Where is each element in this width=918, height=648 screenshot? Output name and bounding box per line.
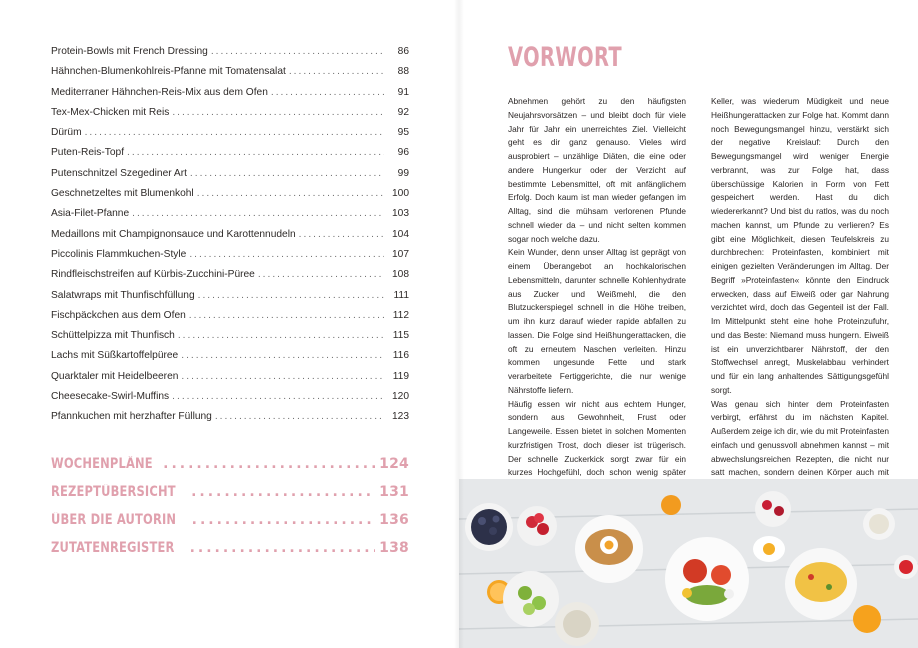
toc-entry[interactable] (51, 66, 409, 86)
toc-entry-page: 115 (392, 330, 409, 342)
leader-dots (190, 168, 384, 179)
toc-entry[interactable] (51, 350, 409, 370)
leader-dots (189, 249, 384, 260)
leader-dots (191, 484, 375, 500)
toc-entry-title: Schüttelpizza mit Thunfisch (51, 330, 175, 342)
toc-entry[interactable] (51, 147, 409, 167)
toc-entry-title: Puten-Reis-Topf (51, 147, 125, 159)
leader-dots (181, 350, 384, 361)
toc-entry[interactable] (51, 188, 409, 208)
toc-entry-page: 100 (392, 188, 409, 200)
leader-dots (198, 290, 384, 301)
toc-entry-title: Lachs mit Süßkartoffelpüree (51, 350, 179, 362)
foreword-paragraph: Kein Wunder, denn unser Alltag ist geprägt von einem Überangebot an hochkalorischen Lebensmitteln, darunter schnelle Kohlenhydrate aus Zucker und Weißmehl, die den Blutzuckerspiegel schnell in die Höhe treiben, um ihn kurz darauf wieder rapide abfallen zu lassen. Die Folge sind Heißhungerattacken, die oft zu erneutem Naschen verleiten. Hinzu kommen ungesunde Fette und stark verarbeitete Fertiggerichte, die nur wenige Nährstoffe liefern. (508, 247, 686, 395)
section-title: REZEPTÜBERSICHT (51, 484, 176, 500)
toc-entry-title: Medaillons mit Champignonsauce und Karottennudeln (51, 228, 296, 240)
section-page: 138 (379, 540, 409, 556)
toc-entry[interactable] (51, 310, 409, 330)
toc-entry[interactable] (51, 87, 409, 107)
toc-entry-page: 107 (392, 248, 409, 260)
toc-entry-title: Cheesecake-Swirl-Muffins (51, 391, 170, 403)
leader-dots (211, 46, 384, 57)
toc-entry-page: 123 (392, 411, 409, 423)
toc-entry[interactable] (51, 208, 409, 228)
toc-entry[interactable] (51, 127, 409, 147)
leader-dots (189, 310, 384, 321)
section-entry[interactable] (51, 484, 409, 512)
toc-entry-title: Protein-Bowls mit French Dressing (51, 46, 208, 57)
toc-entry-title: Tex-Mex-Chicken mit Reis (51, 106, 170, 118)
table-of-contents (51, 46, 409, 432)
toc-entry-title: Dürüm (51, 127, 82, 139)
toc-entry-title: Fischpäckchen aus dem Ofen (51, 309, 186, 321)
toc-entry-title: Geschnetzeltes mit Blumenkohl (51, 188, 194, 200)
right-page (459, 0, 918, 648)
leader-dots (127, 147, 384, 158)
foreword-column-1 (508, 95, 686, 494)
toc-entry-page: 95 (397, 127, 409, 139)
toc-entry[interactable] (51, 269, 409, 289)
foreword-column-2 (711, 95, 889, 494)
leader-dots (289, 66, 384, 77)
section-title: WOCHENPLÄNE (51, 456, 153, 472)
toc-entry[interactable] (51, 411, 409, 431)
toc-entry-title: Salatwraps mit Thunfischfüllung (51, 289, 195, 301)
leader-dots (215, 411, 384, 422)
toc-entry-page: 116 (392, 350, 409, 362)
section-title: ZUTATENREGISTER (51, 540, 175, 556)
section-page: 131 (379, 484, 409, 500)
leader-dots (271, 87, 384, 98)
toc-entry-title: Hähnchen-Blumenkohlreis-Pfanne mit Tomatensalat (51, 66, 286, 78)
section-title: ÜBER DIE AUTORIN (51, 512, 177, 528)
leader-dots (190, 540, 376, 556)
toc-entry-page: 86 (397, 46, 409, 57)
toc-entry-page: 104 (392, 228, 409, 240)
foreword-paragraph: Was genau sich hinter dem Proteinfasten verbirgt, erfährst du im nächsten Kapitel. Außerdem zeige ich dir, wie du mit Proteinfasten einfach und genussvoll abnehmen kannst – mit abwechslungsreichen Rezepten, die nicht nur satt machen, sondern deinen Körper auch mit (711, 398, 890, 478)
toc-entry-page: 108 (392, 269, 409, 281)
toc-entry-title: Quarktaler mit Heidelbeeren (51, 370, 179, 382)
foreword-paragraph: Abnehmen gehört zu den häufigsten Neujahrsvorsätzen – und bleibt doch für viele Jahr für Jahr ein unerreichtes Ziel. Vielleicht geht es dir ganz genauso. Vieles wird ausprobiert – unzählige Diäten, die eine oder andere Hungerkur oder der Verzicht auf bestimmte Lebensmittel, oft mit anfänglichem Erfolg. Doch kaum ist man wieder gefangen im Alltag, sind die mühsam verlorenen Pfunde schnell wieder da – und nicht selten kommen sogar noch welche dazu. (508, 96, 686, 244)
page-gutter (454, 0, 464, 648)
toc-entry-title: Rindfleischstreifen auf Kürbis-Zucchini-Püree (51, 269, 255, 281)
toc-entry-title: Pfannkuchen mit herzhafter Füllung (51, 411, 212, 423)
section-entry[interactable] (51, 456, 409, 484)
section-page: 136 (379, 512, 409, 528)
toc-entry[interactable] (51, 46, 409, 66)
toc-entry-page: 119 (392, 370, 409, 382)
leader-dots (181, 371, 384, 382)
toc-entry-page: 103 (392, 208, 409, 220)
toc-entry[interactable] (51, 330, 409, 350)
foreword-paragraph: Häufig essen wir nicht aus echtem Hunger, sondern aus Gewohnheit, Frust oder Langeweile. Essen bietet in solchen Momenten kurzfristigen Trost, doch dieser ist trügerisch. Der schnelle Zuckerkick sorgt zwar für ein kurzes Hochgefühl, doch schon wenig später (508, 398, 686, 478)
toc-entry-page: 92 (397, 106, 409, 118)
section-entry[interactable] (51, 512, 409, 540)
leader-dots (172, 107, 384, 118)
toc-entry-page: 111 (393, 289, 409, 301)
toc-entry-page: 120 (392, 391, 409, 403)
leader-dots (172, 391, 384, 402)
leader-dots (299, 229, 384, 240)
leader-dots (85, 127, 384, 138)
leader-dots (197, 188, 384, 199)
section-page: 124 (379, 456, 409, 472)
toc-entry[interactable] (51, 290, 409, 310)
leader-dots (258, 269, 384, 280)
toc-entry-page: 88 (397, 66, 409, 78)
toc-entry[interactable] (51, 249, 409, 269)
leader-dots (192, 512, 376, 528)
toc-entry-title: Piccolinis Flammkuchen-Style (51, 248, 187, 260)
toc-entry[interactable] (51, 371, 409, 391)
toc-entry-page: 91 (397, 86, 409, 98)
toc-entry-title: Asia-Filet-Pfanne (51, 208, 130, 220)
toc-entry-page: 96 (397, 147, 409, 159)
toc-entry-page: 99 (397, 167, 409, 179)
foreword-heading: VORWORT (508, 42, 623, 73)
leader-dots (132, 208, 384, 219)
toc-entry-title: Putenschnitzel Szegediner Art (51, 167, 187, 179)
toc-entry[interactable] (51, 229, 409, 249)
section-index (51, 456, 409, 568)
leader-dots (178, 330, 384, 341)
toc-entry-title: Mediterraner Hähnchen-Reis-Mix aus dem Ofen (51, 86, 268, 98)
toc-entry-page: 112 (392, 309, 409, 321)
toc-entry[interactable] (51, 391, 409, 411)
toc-entry[interactable] (51, 107, 409, 127)
breakfast-photo (459, 479, 918, 648)
section-entry[interactable] (51, 540, 409, 568)
food-illustration (459, 479, 918, 648)
foreword-paragraph: Keller, was wiederum Müdigkeit und neue Heißhungerattacken zur Folge hat. Kommt dann noch Bewegungsmangel hinzu, verstärkt sich der negative Kreislauf: Durch den Bewegungsmangel wird weniger Energie verbrannt, was zur Folge hat, dass überschüssige Kalorien in Form von Fett gespeichert werden. Hast du dich wiedererkannt? Und bist du ratlos, was du noch machen kannst, um Pfunde zu verlieren? Es gibt eine Möglichkeit, diesen Teufelskreis zu durchbrechen: Proteinfasten, kombiniert mit einigen gezielten Veränderungen im Alltag. Der Begriff »Proteinfasten« könnte den Eindruck erwecken, dass auf Eiweiß oder gar Nahrung verzichtet wird, doch das Gegenteil ist der Fall. Im Mittelpunkt steht eine hohe Proteinzufuhr, und das Beste: Niemand muss hungern. Eiweiß ist ein unverzichtbarer Nährstoff, der den Stoffwechsel anregt, Muskelabbau verhindert und für ein lang anhaltendes Sättigungsgefühl sorgt. (711, 96, 889, 395)
leader-dots (163, 456, 375, 472)
toc-entry[interactable] (51, 168, 409, 188)
